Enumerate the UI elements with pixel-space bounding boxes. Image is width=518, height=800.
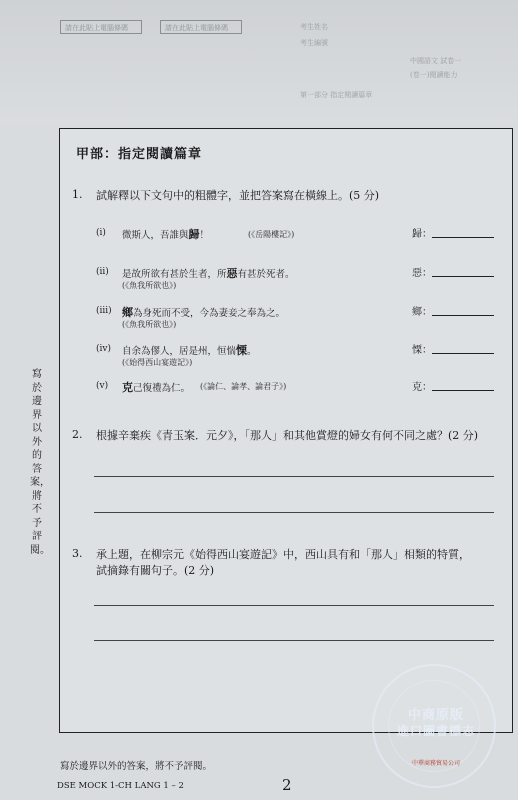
item-i-answer-line[interactable] bbox=[432, 237, 494, 238]
bleed-text: 第一部分 指定閱讀篇章 bbox=[300, 91, 373, 99]
item-ii-text: 是故所欲有甚於生者，所惡有甚於死者。 bbox=[122, 267, 295, 280]
question-2-answer-line[interactable] bbox=[94, 512, 494, 513]
item-iv-answer-label: 慄： bbox=[412, 345, 432, 356]
question-3-prompt-line-2: 試摘錄有關句子。(2 分) bbox=[96, 564, 215, 577]
header-bleed-area bbox=[0, 0, 518, 125]
bleed-text: 中國語文 試卷一 bbox=[410, 57, 462, 65]
item-i-text: 微斯人，吾誰與歸！ bbox=[122, 228, 210, 241]
item-v-text: 克己復禮為仁。 bbox=[122, 381, 191, 394]
item-v-answer-line[interactable] bbox=[432, 390, 494, 391]
question-2-answer-line[interactable] bbox=[94, 476, 494, 477]
item-v-label: (v) bbox=[96, 381, 109, 391]
question-1-prompt: 試解釋以下文句中的粗體字，並把答案寫在橫線上。(5 分) bbox=[96, 189, 380, 202]
item-iii-answer-line[interactable] bbox=[432, 315, 494, 316]
question-3-prompt-line-1: 承上題，在柳宗元《始得西山宴遊記》中，西山具有和「那人」相類的特質， bbox=[96, 548, 470, 561]
question-3-answer-line[interactable] bbox=[94, 640, 494, 641]
answer-frame bbox=[59, 128, 513, 733]
bleed-text: (卷一)閱讀能力 bbox=[410, 71, 458, 79]
barcode-box: 請在此貼上電腦條碼 bbox=[160, 20, 242, 34]
item-i-answer-label: 歸： bbox=[412, 229, 432, 240]
barcode-box: 請在此貼上電腦條碼 bbox=[60, 20, 142, 34]
item-i-source: (《岳陽樓記》) bbox=[248, 230, 295, 239]
question-3-number: 3. bbox=[72, 547, 83, 560]
item-iii-source: (《魚我所欲也》) bbox=[122, 320, 177, 329]
item-v-answer-label: 克： bbox=[412, 382, 432, 393]
question-3-answer-line[interactable] bbox=[94, 605, 494, 606]
import-seal-stamp bbox=[372, 664, 496, 788]
item-iii-answer-label: 鄉： bbox=[412, 307, 432, 318]
seal-line-1: 中商原版 bbox=[407, 708, 464, 723]
item-iii-text: 鄉為身死而不受，今為妻妾之奉為之。 bbox=[122, 306, 286, 319]
item-iii-label: (iii) bbox=[96, 306, 112, 316]
item-iv-label: (iv) bbox=[96, 344, 111, 354]
bleed-text: 考生編號 bbox=[300, 39, 328, 47]
side-margin-note: 寫於邊界以外的答案，將不予評閱。 bbox=[30, 369, 50, 556]
item-v-source: (《論仁、論孝、論君子》) bbox=[200, 382, 287, 391]
item-iv-answer-line[interactable] bbox=[432, 353, 494, 354]
bleed-text: 考生姓名 bbox=[300, 23, 328, 31]
section-title: 甲部：指定閱讀篇章 bbox=[76, 147, 203, 162]
item-iv-text: 自余為僇人，居是州，恒惴慄。 bbox=[122, 344, 257, 357]
item-iv-source: (《始得西山宴遊記》) bbox=[122, 358, 193, 367]
paper-code: DSE MOCK 1-CH LANG 1 – 2 bbox=[57, 781, 184, 791]
footer-note: 寫於邊界以外的答案，將不予評閱。 bbox=[60, 761, 213, 772]
item-i-label: (i) bbox=[96, 228, 106, 238]
seal-line-2: 進口圖書標志 bbox=[396, 724, 475, 738]
item-ii-answer-label: 惡： bbox=[412, 268, 432, 279]
question-2-number: 2. bbox=[72, 428, 83, 441]
question-2-prompt: 根據辛棄疾《青玉案．元夕》，「那人」和其他賞燈的婦女有何不同之處？(2 分) bbox=[96, 429, 479, 442]
item-ii-answer-line[interactable] bbox=[432, 276, 494, 277]
seal-small-text: 中華商務貿易公司 bbox=[411, 760, 460, 767]
item-ii-label: (ii) bbox=[96, 267, 109, 277]
item-ii-source: (《魚我所欲也》) bbox=[122, 281, 177, 290]
page-number: 2 bbox=[282, 776, 292, 794]
question-1-number: 1. bbox=[72, 188, 83, 201]
